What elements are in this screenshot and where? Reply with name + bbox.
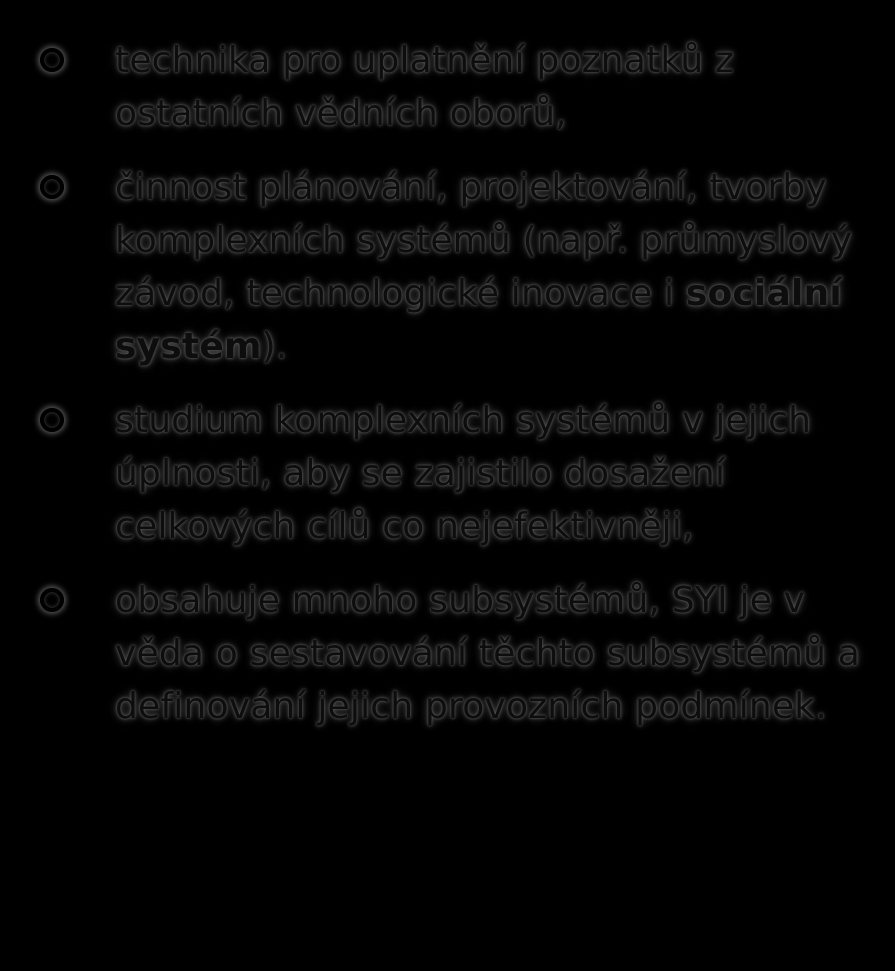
bullet-text-2: činnost plánování, projektování, tvorby komplexních systémů (např. průmyslový závod, technologické inovace i: [115, 167, 853, 314]
circle-outline-icon: [40, 175, 64, 199]
bullet-list: [0, 34, 895, 733]
bullet-text-1: technika pro uplatnění poznatků z ostatních vědních oborů,: [115, 40, 735, 134]
bullet-item-2: [0, 161, 895, 373]
bullet-item-4: [0, 574, 895, 733]
bullet-item-3: [0, 394, 895, 553]
bullet-text-2-bold: sociální systém: [115, 273, 842, 367]
bullet-text-3: studium komplexních systémů v jejich úplnosti, aby se zajistilo dosažení celkových cílů co nejefektivněji,: [115, 400, 812, 547]
bullet-item-1: [0, 34, 895, 140]
circle-outline-icon: [40, 408, 64, 432]
circle-outline-icon: [40, 588, 64, 612]
circle-outline-icon: [40, 48, 64, 72]
bullet-text-4: obsahuje mnoho subsystémů, SYI je v věda o sestavování těchto subsystémů a definování jejich provozních podmínek.: [115, 580, 861, 727]
bullet-text-2-end: ).: [261, 326, 288, 367]
